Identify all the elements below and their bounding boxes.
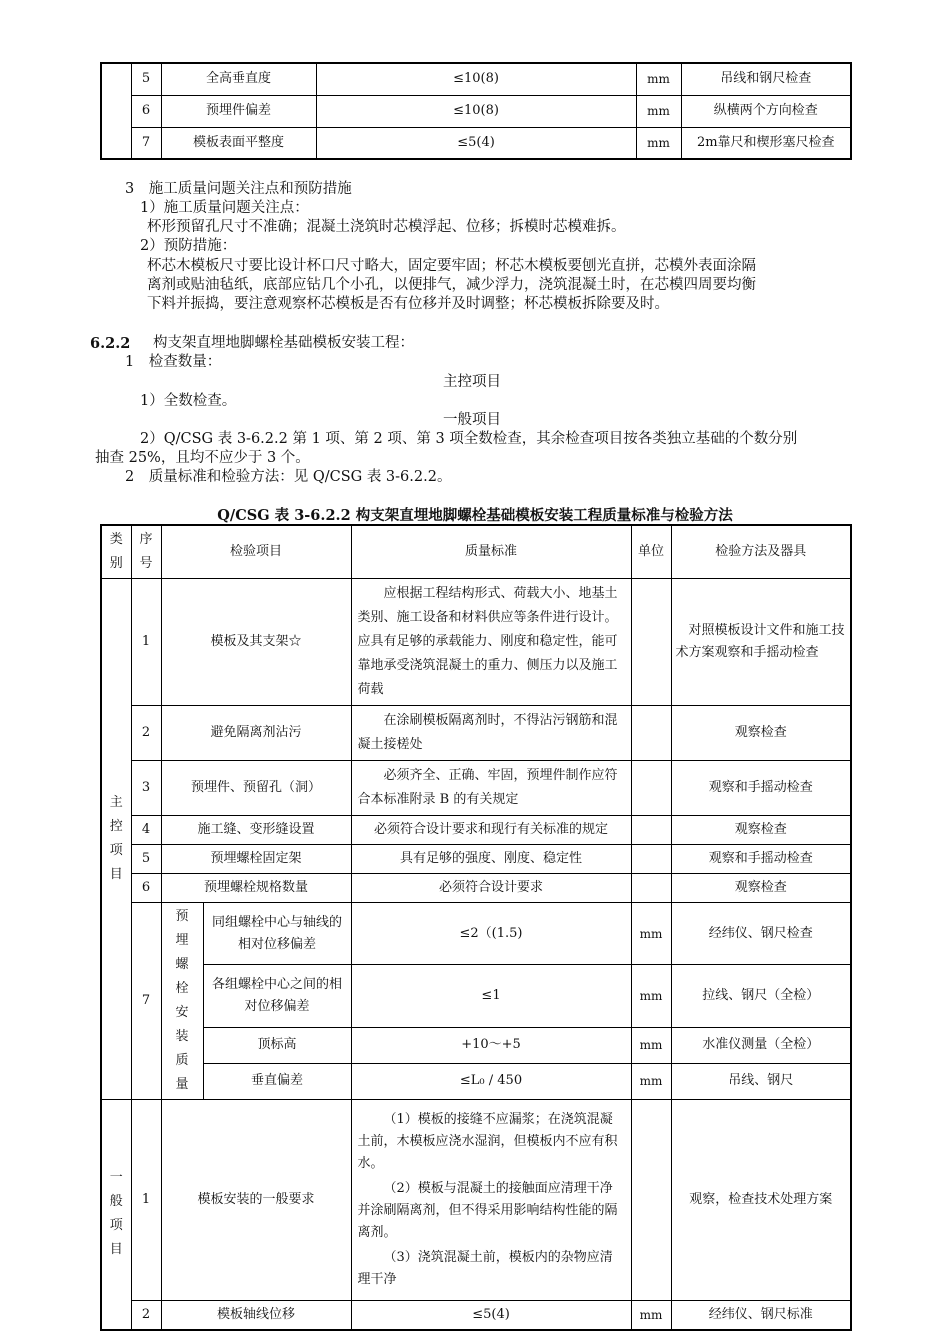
main-items-label: 主控项目 (443, 374, 501, 390)
category-cell (101, 63, 131, 159)
sub-item: 垂直偏差 (203, 1063, 351, 1099)
row-number: 1 (131, 579, 161, 706)
inspection-method: 观察，检查技术处理方案 (671, 1100, 851, 1301)
table-row (101, 706, 851, 761)
quality-standard: 必须符合设计要求 (351, 874, 631, 903)
table-row (101, 127, 851, 159)
header-number: 序号 (131, 525, 161, 579)
standard-part: （3）浇筑混凝土前，模板内的杂物应清理干净 (357, 1250, 613, 1287)
quality-standard: 必须符合设计要求和现行有关标准的规定 (351, 816, 631, 845)
category-general: 一般项目 (101, 1100, 131, 1330)
unit: mm (631, 1301, 671, 1330)
row-number: 6 (131, 95, 161, 127)
row-number: 4 (131, 816, 161, 845)
row-number: 6 (131, 874, 161, 903)
unit (631, 874, 671, 903)
quality-standard: ≤2（(1.5) (351, 903, 631, 965)
inspection-method: 对照模板设计文件和施工技术方案观察和手摇动检查 (671, 579, 851, 706)
quality-standard (351, 1100, 631, 1301)
inspection-item: 避免隔离剂沾污 (161, 706, 351, 761)
inspection-method: 观察和手摇动检查 (671, 845, 851, 874)
inspection-method: 吊线、钢尺 (671, 1063, 851, 1099)
inspection-method: 2m靠尺和楔形塞尺检查 (681, 127, 851, 159)
quality-standard: ≤L₀ / 450 (351, 1063, 631, 1099)
inspection-method: 观察和手摇动检查 (671, 761, 851, 816)
quality-standard: 具有足够的强度、刚度、稳定性 (351, 845, 631, 874)
inspection-item: 模板安装的一般要求 (161, 1100, 351, 1301)
unit: mm (631, 1027, 671, 1063)
inspection-item: 施工缝、变形缝设置 (161, 816, 351, 845)
row-number: 2 (131, 706, 161, 761)
table-row (101, 761, 851, 816)
quality-standard: ≤5(4) (351, 1301, 631, 1330)
unit (631, 1100, 671, 1301)
quality-standard: +10～+5 (351, 1027, 631, 1063)
inspection-item: 模板轴线位移 (161, 1301, 351, 1330)
section3-sub2-line: 离剂或贴油毡纸，底部应钻几个小孔，以便排气，减少浮力，浇筑混凝土时，在芯模四周要均衡 (147, 277, 756, 293)
inspection-item: 全高垂直度 (161, 63, 316, 95)
unit: mm (631, 1063, 671, 1099)
general-items-text-cont: 抽查 25%，且均不应少于 3 个。 (95, 450, 310, 466)
table-row (101, 903, 851, 965)
section-number: 6.2.2 (90, 335, 131, 352)
header-item: 检验项目 (161, 525, 351, 579)
main-table (100, 524, 852, 1331)
check-quantity-label: 1 检查数量： (125, 354, 222, 370)
section3-sub2-line: 杯芯木模板尺寸要比设计杯口尺寸略大，固定要牢固；杯芯木模板要刨光直拼，芯模外表面涂隔 (147, 258, 756, 274)
top-table (100, 62, 852, 160)
inspection-item: 预埋螺栓固定架 (161, 845, 351, 874)
sub-item: 各组螺栓中心之间的相对位移偏差 (203, 965, 351, 1027)
quality-standard: ≤5(4) (316, 127, 636, 159)
row-number: 2 (131, 1301, 161, 1330)
standard-part: （2）模板与混凝土的接触面应清理干净并涂刷隔离剂，但不得采用影响结构性能的隔离剂。 (357, 1181, 618, 1240)
table-row (101, 1063, 851, 1099)
header-standard: 质量标准 (351, 525, 631, 579)
inspection-method: 观察检查 (671, 816, 851, 845)
inspection-method: 经纬仪、钢尺检查 (671, 903, 851, 965)
section3-sub1-text: 杯形预留孔尺寸不准确；混凝土浇筑时芯模浮起、位移；拆模时芯模难拆。 (147, 219, 626, 235)
main-items-text: 1）全数检查。 (140, 393, 237, 409)
table-row (101, 579, 851, 706)
inspection-method: 观察检查 (671, 706, 851, 761)
inspection-item: 模板表面平整度 (161, 127, 316, 159)
standard-part: （1）模板的接缝不应漏浆；在浇筑混凝土前，木模板应浇水湿润，但模板内不应有积水。 (357, 1112, 618, 1171)
header-method: 检验方法及器具 (671, 525, 851, 579)
inspection-method: 纵横两个方向检查 (681, 95, 851, 127)
table-row (101, 816, 851, 845)
table-row (101, 95, 851, 127)
general-items-text: 2）Q/CSG 表 3-6.2.2 第 1 项、第 2 项、第 3 项全数检查，其余检查项目按各类独立基础的个数分别 (140, 431, 798, 447)
table-row (101, 965, 851, 1027)
table-row (101, 1027, 851, 1063)
inspection-item: 模板及其支架☆ (161, 579, 351, 706)
unit (631, 816, 671, 845)
inspection-method: 拉线、钢尺（全检） (671, 965, 851, 1027)
row-number: 5 (131, 63, 161, 95)
row-number: 7 (131, 127, 161, 159)
quality-standard: ≤10(8) (316, 95, 636, 127)
inspection-item: 预埋件偏差 (161, 95, 316, 127)
header-row (101, 525, 851, 579)
quality-standard: 必须齐全、正确、牢固，预埋件制作应符合本标准附录 B 的有关规定 (351, 761, 631, 816)
row-number: 1 (131, 1100, 161, 1301)
unit (631, 706, 671, 761)
quality-standard: ≤10(8) (316, 63, 636, 95)
row-number: 3 (131, 761, 161, 816)
quality-standard: ≤1 (351, 965, 631, 1027)
row-number: 7 (131, 903, 161, 1100)
section3-sub2: 2）预防措施： (140, 238, 237, 254)
inspection-method: 水准仪测量（全检） (671, 1027, 851, 1063)
bolt-group-label: 预埋螺栓安装质量 (161, 903, 203, 1100)
sub-item: 顶标高 (203, 1027, 351, 1063)
table-title: Q/CSG 表 3-6.2.2 构支架直埋地脚螺栓基础模板安装工程质量标准与检验方法 (217, 507, 733, 524)
section3-heading: 3 施工质量问题关注点和预防措施 (125, 181, 352, 197)
section3-sub1: 1）施工质量问题关注点： (140, 200, 309, 216)
header-unit: 单位 (631, 525, 671, 579)
unit: mm (631, 965, 671, 1027)
inspection-method: 吊线和钢尺检查 (681, 63, 851, 95)
section3-sub2-line: 下料并振捣，要注意观察杯芯模板是否有位移并及时调整；杯芯模板拆除要及时。 (147, 296, 669, 312)
general-items-label: 一般项目 (443, 412, 501, 428)
inspection-item: 预埋螺栓规格数量 (161, 874, 351, 903)
section-heading: 构支架直埋地脚螺栓基础模板安装工程： (153, 335, 414, 351)
inspection-item: 预埋件、预留孔（洞） (161, 761, 351, 816)
quality-standard-ref: 2 质量标准和检验方法：见 Q/CSG 表 3-6.2.2。 (125, 469, 452, 485)
unit: mm (636, 127, 681, 159)
unit: mm (636, 95, 681, 127)
unit: mm (631, 903, 671, 965)
unit (631, 761, 671, 816)
quality-standard: 在涂刷模板隔离剂时，不得沾污钢筋和混凝土接槎处 (351, 706, 631, 761)
unit: mm (636, 63, 681, 95)
table-row (101, 63, 851, 95)
inspection-method: 经纬仪、钢尺标准 (671, 1301, 851, 1330)
header-category: 类别 (101, 525, 131, 579)
unit (631, 845, 671, 874)
quality-standard: 应根据工程结构形式、荷载大小、地基土类别、施工设备和材料供应等条件进行设计。应具有足够的承载能力、刚度和稳定性，能可靠地承受浇筑混凝土的重力、侧压力以及施工荷载 (351, 579, 631, 706)
table-row (101, 1301, 851, 1330)
table-row (101, 845, 851, 874)
category-main: 主控项目 (101, 579, 131, 1100)
unit (631, 579, 671, 706)
sub-item: 同组螺栓中心与轴线的相对位移偏差 (203, 903, 351, 965)
table-row (101, 874, 851, 903)
table-row (101, 1100, 851, 1301)
row-number: 5 (131, 845, 161, 874)
inspection-method: 观察检查 (671, 874, 851, 903)
